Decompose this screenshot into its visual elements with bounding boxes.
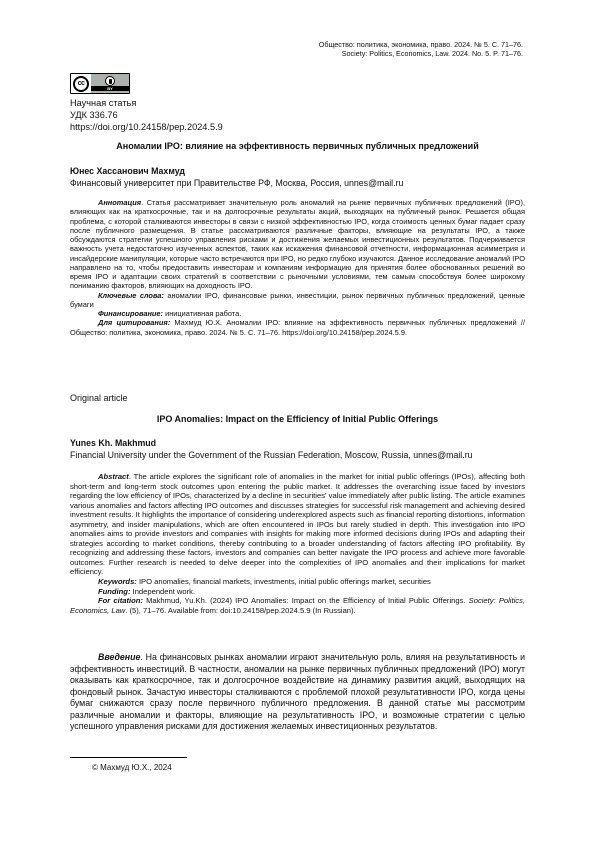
citation-ru: Для цитирования: Махмуд Ю.Х. Аномалии IPO: влияние на эффективность первичных публичных предложений // Общество: политика, экономика, право. 2024. № 5. С. 71–76. https://doi.org/10.24158/pep.2024.5.9. [70,318,525,337]
journal-header [143,40,523,59]
abstract-block-ru [70,198,525,337]
abstract-ru: Аннотация. Статья рассматривает значительную роль аномалий на рынке первичных публичных предложений (IPO), влияющих как на краткосрочные, так и на долгосрочные результаты акций, выходящих на публичный рынок. Решается общая проблема, с которой сталкиваются инвесторы в связи с низкой эффективностью IPO, когда стоимость ценных бумаг падает сразу после публичного размещения. В статье рассматриваются различные факторы, влияющие на результаты IPO, а также обсуждаются стратегии успешного управления рисками и достижения желаемых инвестиционных результатов. Подчеркивается важность учета недостаточно изученных аспектов, таких как искажения финансовой отчетности, информационная асимметрия и инсайдерские манипуляции, которые часто встречаются при IPO, но редко глубоко изучаются. Данное исследование аномалий IPO направлено на то, чтобы предоставить инвесторам и компаниям информацию для принятия более обоснованных решений во время IPO и адаптации своих стратегий в соответствии с рыночными условиями, тем самым способствуя более широкому пониманию факторов, влияющих на доходность IPO. [70,198,525,291]
original-article-label: Original article [70,393,128,403]
introduction-section [70,652,525,733]
citation-en: For citation: Makhmud, Yu.Kh. (2024) IPO Anomalies: Impact on the Efficiency of Initial Public Offerings. Society: Politics, Economics, Law. (5), 71–76. Available from: doi:10.24158/pep.2024.5.9 (In Russian). [70,596,525,615]
funding-ru: Финансирование: инициативная работа. [98,309,242,318]
doi-link[interactable]: https://doi.org/10.24158/pep.2024.5.9 [70,122,223,132]
title-en: IPO Anomalies: Impact on the Efficiency of Initial Public Offerings [156,414,439,424]
keywords-en: Keywords: IPO anomalies, financial markets, investments, initial public offerings market, securities [98,577,431,587]
attribution-person-icon [105,76,115,86]
cc-by-license-badge[interactable] [70,73,130,94]
keywords-ru: Ключевые слова: аномалии IPO, финансовые рынки, инвестиции, рынок первичных публичных предложений, ценные бумаги [70,290,525,309]
journal-header-ru: Общество: политика, экономика, право. 2024. № 5. С. 71–76. [318,40,523,49]
author-ru: Юнес Хассанович Махмуд [70,166,185,176]
article-type: Научная статья [70,98,137,108]
affiliation-ru: Финансовый университет при Правительстве РФ, Москва, Россия, unnes@mail.ru [70,178,404,188]
introduction-paragraph: Введение. На финансовых рынках аномалии играют значительную роль, влияя на результативность и эффективность инвестиций. В частности, аномалии на рынке первичных публичных предложений (IPO) могут оказывать как краткосрочное, так и долгосрочное воздействие на динамику развития акций, выходящих на фондовый рынок. Зачастую инвесторы сталкиваются с проблемой плохой результативности IPO, когда цены бумаг снижаются сразу после первичного публичного предложения. В данной статье мы рассмотрим различные аномалии и факторы, влияющие на результативность IPO, и возможные стратегии с целью успешного управления рисками для достижения желаемых инвестиционных результатов. [70,652,525,731]
abstract-en: Abstract. The article explores the significant role of anomalies in the market for initial public offerings (IPOs), affecting both short-term and long-term stock outcomes upon entering the public market. It addresses the overarching issue faced by investors regarding the low efficiency of IPOs, characterized by a decline in securities' value immediately after public listing. The article examines various anomalies and factors affecting IPO outcomes and discusses strategies for successful risk management and achieving desired investment results. It highlights the importance of considering underexplored aspects such as financial reporting distortions, information asymmetry, and insider manipulations, which are often encountered in IPOs but rarely studied in depth. This investigation into IPO anomalies aims to provide investors and companies with insights for making more informed decisions during IPOs and adapting their strategies according to market conditions, thereby contributing to a broader understanding of factors affecting IPO profitability. By recognizing and addressing these factors, investors and companies can better navigate the IPO process and achieve more favorable outcomes. Further research is needed to delve deeper into the complexities of IPO anomalies and their implications for market efficiency. [70,472,525,577]
udc-code: УДК 336.76 [70,110,118,120]
funding-en: Funding: Independent work. [98,586,196,596]
author-en: Yunes Kh. Makhmud [70,438,157,448]
by-label: BY [91,86,129,91]
creative-commons-icon: cc [73,76,89,92]
abstract-block-en [70,472,525,615]
journal-header-en: Society: Politics, Economics, Law. 2024. No. 5. P. 71–76. [341,49,523,59]
footnote-divider [70,757,187,758]
copyright-footnote: © Махмуд Ю.Х., 2024 [92,763,172,772]
affiliation-en: Financial University under the Government of the Russian Federation, Moscow, Russia, unnes@mail.ru [70,450,473,460]
title-ru: Аномалии IPO: влияние на эффективность первичных публичных предложений [116,141,479,151]
